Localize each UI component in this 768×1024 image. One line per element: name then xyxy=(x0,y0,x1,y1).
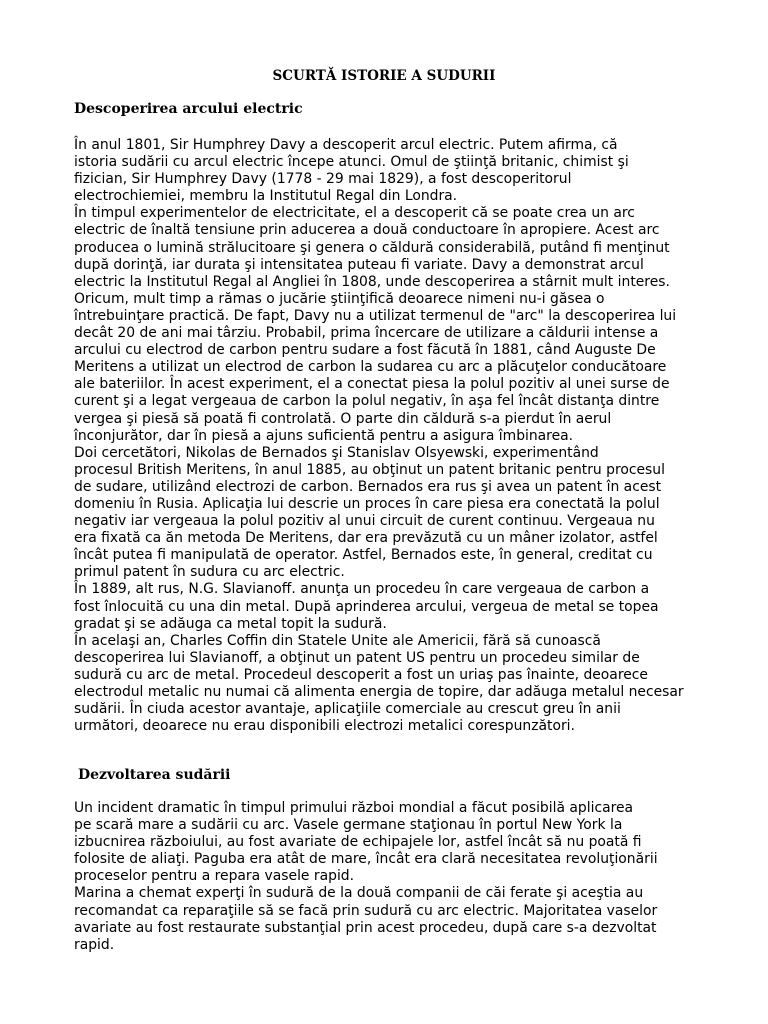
page-title: SCURTĂ ISTORIE A SUDURII xyxy=(272,68,496,84)
text-line: decât 20 de ani mai târziu. Probabil, prima încercare de utilizare a căldurii intense a xyxy=(74,325,659,342)
text-line: producea o lumină strălucitoare şi genera o căldură considerabilă, putând fi menţinut xyxy=(74,239,670,256)
text-line: Un incident dramatic în timpul primului război mondial a făcut posibilă aplicarea xyxy=(74,800,634,816)
text-line: gradat şi se adăuga ca metal topit la sudură. xyxy=(74,615,387,632)
text-line: descoperirea lui Slavianoff, a obţinut un patent US pentru un procedeu similar de xyxy=(74,649,640,666)
text-line: era fixată ca ăn metoda De Meritens, dar era prevăzută cu un mâner izolator, astfel xyxy=(74,530,658,547)
text-line: electric la Institutul Regal al Angliei în 1808, unde descoperirea a stârnit mult interes. xyxy=(74,273,670,290)
text-line: înconjurător, dar în piesă a ajuns suficientă pentru a asigura îmbinarea. xyxy=(74,427,574,444)
text-line: Oricum, mult timp a rămas o jucărie ştiinţifică deoarece nimeni nu-i găsea o xyxy=(74,290,605,307)
text-line: electrodul metalic nu numai că alimenta energia de topire, dar adăuga metalul necesar xyxy=(74,684,684,700)
text-line: În anul 1801, Sir Humphrey Davy a descoperit arcul electric. Putem afirma, că xyxy=(74,137,618,153)
text-line: În 1889, alt rus, N.G. Slavianoff. anunţa un procedeu în care vergeaua de carbon a xyxy=(74,581,650,598)
text-line: încât putea fi manipulată de operator. Astfel, Bernados este, în general, creditat cu xyxy=(74,547,653,564)
text-line: următori, deoarece nu erau disponibili electrozi metalici corespunzători. xyxy=(74,718,575,735)
text-line: rapid. xyxy=(74,936,115,953)
text-line: electric de înaltă tensiune prin aducerea a două conductoare în apropiere. Acest arc xyxy=(74,222,660,239)
text-line: după dorinţă, iar durata şi intensitatea puteau fi variate. Davy a demonstrat arcul xyxy=(74,256,644,273)
text-line: izbucnirea războiului, au fost avariate de echipajele lor, astfel încât să nu poată fi xyxy=(74,834,642,851)
text-line: sudură cu arc de metal. Procedeul descoperit a fost un uriaş pas înainte, deoarece xyxy=(74,666,648,683)
text-line: electrochiemiei, membru la Institutul Regal din Londra. xyxy=(74,188,458,205)
text-line: avariate au fost restaurate substanţial prin acest procedeu, după care s-a dezvoltat xyxy=(74,919,657,936)
text-line: În acelaşi an, Charles Coffin din Statele Unite ale Americii, fără să cunoască xyxy=(74,632,601,649)
text-line: istoria sudării cu arcul electric începe atunci. Omul de ştiinţă britanic, chimist şi xyxy=(74,154,629,171)
text-line: arcului cu electrod de carbon pentru sudare a fost făcută în 1881, când Auguste De xyxy=(74,342,656,359)
text-line: În timpul experimentelor de electricitate, el a descoperit că se poate crea un arc xyxy=(74,205,635,222)
text-line: vergea şi piesă să poată fi controlată. O parte din căldură s-a pierdut în aerul xyxy=(74,410,612,427)
text-line: de sudare, utilizând electrozi de carbon. Bernados era rus şi avea un patent în acest xyxy=(74,478,662,495)
text-line: proceselor pentru a repara vasele rapid. xyxy=(74,868,355,885)
section-body-welding-development xyxy=(74,800,714,954)
text-line: Meritens a utilizat un electrod de carbon la sudarea cu arc a plăcuţelor conducătoare xyxy=(74,359,667,376)
text-line: procesul British Meritens, în anul 1885, au obţinut un patent britanic pentru procesul xyxy=(74,461,665,478)
text-line: Marina a chemat experţi în sudură de la două companii de căi ferate şi aceştia au xyxy=(74,885,644,902)
text-line: recomandat ca reparaţiile să se facă prin sudură cu arc electric. Majoritatea vaselor xyxy=(74,902,658,919)
text-line: curent şi a legat vergeaua de carbon la polul negativ, în aşa fel încât distanţa dintre xyxy=(74,393,660,410)
text-line: negativ iar vergeaua la polul pozitiv al unui circuit de curent continuu. Vergeaua nu xyxy=(74,513,655,530)
text-line: întrebuinţare practică. De fapt, Davy nu a utilizat termenul de "arc" la descoperirea lui xyxy=(74,307,677,324)
section-body-arc-discovery xyxy=(74,137,714,735)
text-line: sudării. În ciuda acestor avantaje, aplicaţiile comerciale au crescut greu în anii xyxy=(74,701,621,718)
text-line: ale bateriilor. În acest experiment, el a conectat piesa la polul pozitiv al unei surse de xyxy=(74,376,670,393)
section-heading-welding-development: Dezvoltarea sudării xyxy=(78,767,231,783)
text-line: pe scară mare a sudării cu arc. Vasele germane staţionau în portul New York la xyxy=(74,817,623,834)
section-heading-arc-discovery: Descoperirea arcului electric xyxy=(74,101,303,117)
text-line: folosite de aliaţi. Paguba era atât de mare, încât era clară necesitatea revoluţionării xyxy=(74,851,658,868)
text-line: primul patent în sudura cu arc electric. xyxy=(74,564,345,581)
text-line: domeniu în Rusia. Aplicaţia lui descrie un proces în care piesa era conectată la polul xyxy=(74,495,660,512)
text-line: Doi cercetători, Nikolas de Bernados şi Stanislav Olsyewski, experimentând xyxy=(74,444,599,461)
text-line: fizician, Sir Humphrey Davy (1778 - 29 mai 1829), a fost descoperitorul xyxy=(74,171,572,188)
text-line: fost înlocuită cu una din metal. După aprinderea arcului, vergeua de metal se topea xyxy=(74,598,659,615)
